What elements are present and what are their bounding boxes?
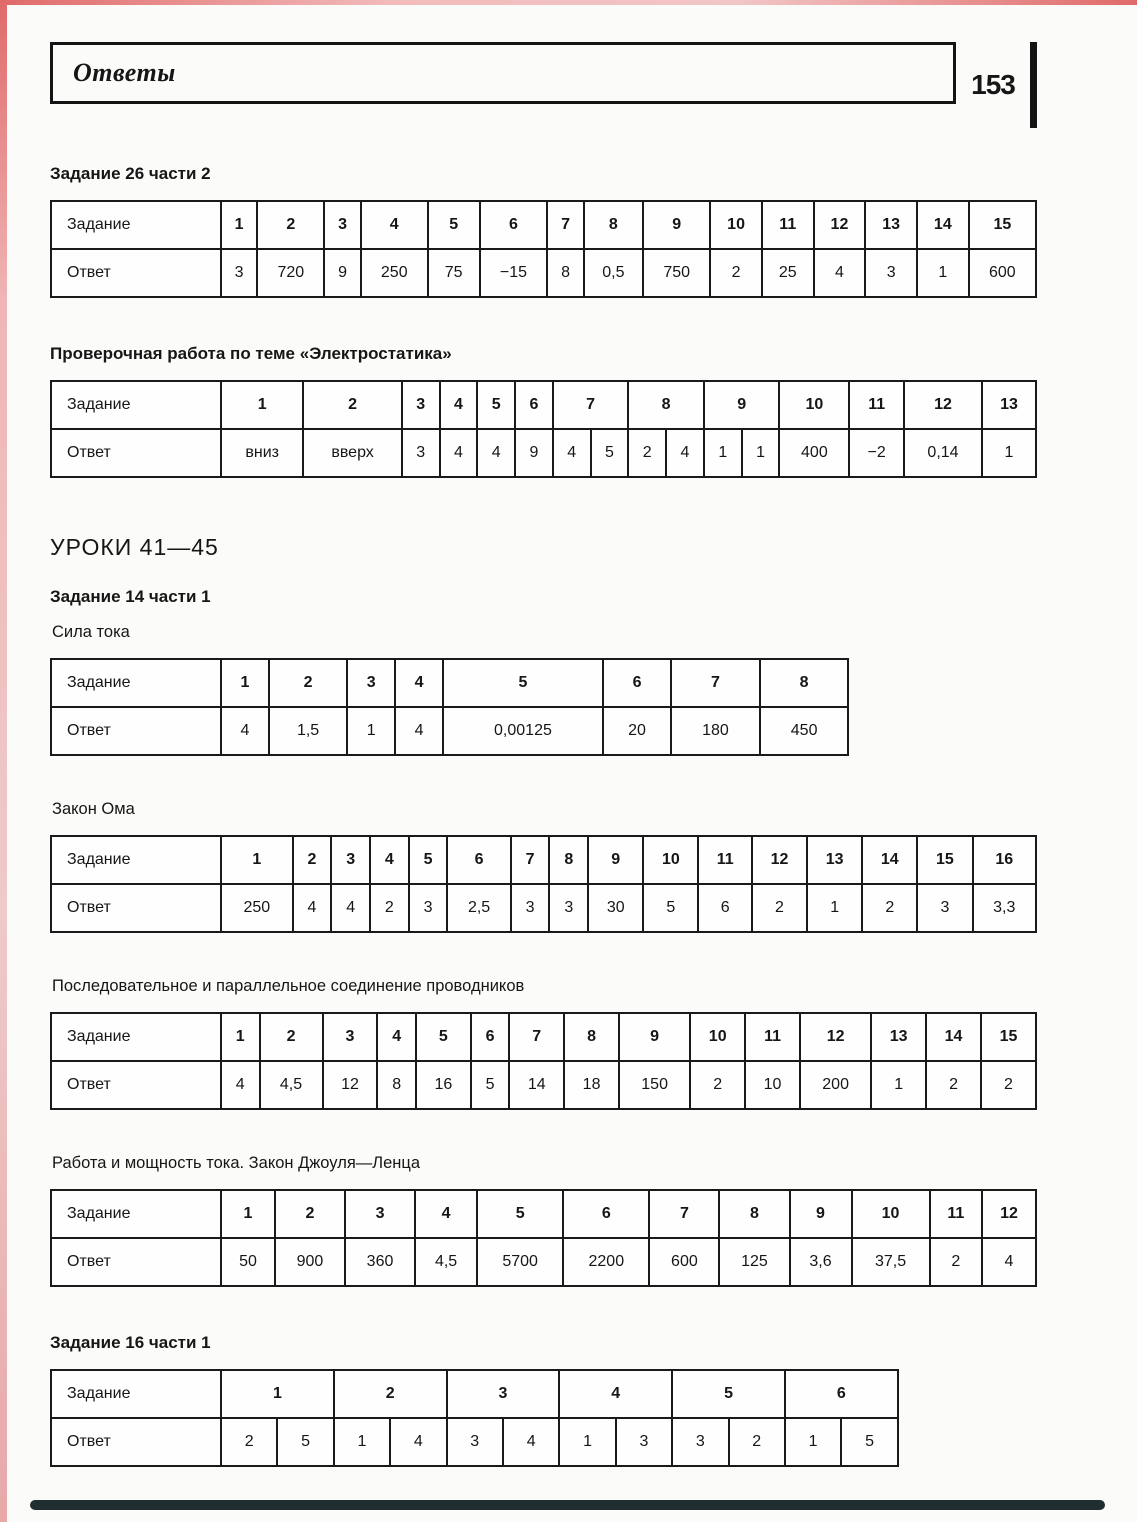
answer-cell: 2 <box>628 429 666 477</box>
answer-cell: 1,5 <box>269 707 347 755</box>
task-number-cell: 5 <box>416 1013 471 1061</box>
answer-cell: 8 <box>377 1061 416 1109</box>
page-header <box>50 42 1037 128</box>
answer-cell: 3 <box>917 884 972 932</box>
answer-cell: 37,5 <box>852 1238 930 1286</box>
answer-label-cell: Ответ <box>51 884 221 932</box>
task-number-cell: 5 <box>477 1190 563 1238</box>
answer-cell: 1 <box>559 1418 615 1466</box>
answer-cell: 900 <box>275 1238 345 1286</box>
task-number-cell: 6 <box>471 1013 510 1061</box>
answer-cell: 4,5 <box>260 1061 323 1109</box>
task-number-cell: 11 <box>930 1190 982 1238</box>
answer-cell: 3 <box>865 249 917 297</box>
answer-table-6 <box>50 1189 1037 1287</box>
answer-cell: 4 <box>814 249 866 297</box>
answer-row <box>51 429 1036 477</box>
task-number-cell: 14 <box>917 201 969 249</box>
task-number-cell: 13 <box>982 381 1036 429</box>
task-number-cell: 10 <box>690 1013 745 1061</box>
answer-label-cell: Ответ <box>51 249 221 297</box>
task-number-cell: 12 <box>800 1013 871 1061</box>
answer-cell: 9 <box>515 429 553 477</box>
task-number-cell: 1 <box>221 201 257 249</box>
task-number-cell: 7 <box>671 659 760 707</box>
task-number-cell: 16 <box>973 836 1037 884</box>
task-number-cell: 7 <box>547 201 583 249</box>
answer-label-cell: Ответ <box>51 707 221 755</box>
answer-cell: 0,14 <box>904 429 982 477</box>
answer-cell: 1 <box>334 1418 390 1466</box>
task-number-cell: 15 <box>981 1013 1036 1061</box>
task-number-cell: 9 <box>619 1013 690 1061</box>
answer-table-5 <box>50 1012 1037 1110</box>
task-number-cell: 9 <box>790 1190 852 1238</box>
task-number-cell: 2 <box>293 836 332 884</box>
task-number-cell: 4 <box>361 201 428 249</box>
answer-label-cell: Ответ <box>51 1418 221 1466</box>
task-number-cell: 10 <box>643 836 698 884</box>
answer-cell: 2 <box>862 884 917 932</box>
answer-cell: 75 <box>428 249 480 297</box>
task-number-row <box>51 659 848 707</box>
answer-cell: 14 <box>509 1061 564 1109</box>
task-label-cell: Задание <box>51 659 221 707</box>
answer-cell: 8 <box>547 249 583 297</box>
answers-header-box <box>50 42 956 104</box>
answer-cell: 1 <box>871 1061 926 1109</box>
heading-bold: Задание 14 части 1 <box>50 587 211 606</box>
answer-cell: 4 <box>395 707 443 755</box>
task-number-cell: 11 <box>849 381 904 429</box>
task-number-cell: 1 <box>221 1190 275 1238</box>
task-number-cell: 9 <box>704 381 780 429</box>
task-number-cell: 3 <box>447 1370 560 1418</box>
answer-cell: 16 <box>416 1061 471 1109</box>
answer-cell: 3 <box>409 884 448 932</box>
answer-cell: 4 <box>553 429 591 477</box>
answer-cell: 2 <box>926 1061 981 1109</box>
answer-row <box>51 707 848 755</box>
answer-cell: 3 <box>447 1418 503 1466</box>
answer-cell: 9 <box>324 249 360 297</box>
answer-cell: 3 <box>549 884 588 932</box>
answer-cell: 360 <box>345 1238 415 1286</box>
answer-cell: 30 <box>588 884 643 932</box>
answer-cell: 1 <box>742 429 780 477</box>
answer-cell: 25 <box>762 249 814 297</box>
task-number-cell: 6 <box>603 659 671 707</box>
task-number-row <box>51 381 1036 429</box>
answer-cell: 3 <box>511 884 550 932</box>
task-number-row <box>51 1013 1036 1061</box>
task-number-cell: 8 <box>719 1190 789 1238</box>
task-number-cell: 7 <box>649 1190 719 1238</box>
task-number-cell: 2 <box>275 1190 345 1238</box>
page-title: Ответы <box>73 58 176 87</box>
task-label-cell: Задание <box>51 1370 221 1418</box>
task-number-cell: 3 <box>347 659 395 707</box>
answer-cell: 4 <box>503 1418 559 1466</box>
answer-cell: −15 <box>480 249 548 297</box>
task-number-cell: 1 <box>221 381 303 429</box>
task-number-cell: 12 <box>814 201 866 249</box>
answer-row <box>51 1238 1036 1286</box>
answer-cell: 1 <box>785 1418 841 1466</box>
task-number-cell: 2 <box>334 1370 447 1418</box>
answer-cell: 6 <box>698 884 752 932</box>
answer-cell: 250 <box>361 249 428 297</box>
task-number-cell: 1 <box>221 1370 334 1418</box>
task-label-cell: Задание <box>51 381 221 429</box>
answer-cell: 1 <box>807 884 862 932</box>
answer-cell: 2 <box>710 249 762 297</box>
answer-cell: 1 <box>704 429 742 477</box>
task-number-cell: 1 <box>221 836 293 884</box>
answer-cell: 750 <box>643 249 710 297</box>
task-number-cell: 15 <box>969 201 1036 249</box>
task-number-cell: 5 <box>409 836 448 884</box>
task-number-cell: 14 <box>926 1013 981 1061</box>
subheading: Закон Ома <box>52 800 135 818</box>
task-number-cell: 5 <box>428 201 480 249</box>
answer-cell: 1 <box>917 249 969 297</box>
answer-cell: 3 <box>616 1418 672 1466</box>
answer-cell: 50 <box>221 1238 275 1286</box>
task-label-cell: Задание <box>51 1190 221 1238</box>
task-number-cell: 13 <box>871 1013 926 1061</box>
task-number-cell: 10 <box>852 1190 930 1238</box>
task-number-cell: 1 <box>221 659 269 707</box>
answers-content <box>50 164 1037 1467</box>
task-number-cell: 8 <box>760 659 849 707</box>
answer-cell: 5700 <box>477 1238 563 1286</box>
answer-cell: 2 <box>221 1418 277 1466</box>
page-number-tab <box>956 42 1037 128</box>
answer-table-3 <box>50 658 849 756</box>
task-number-cell: 13 <box>865 201 917 249</box>
heading-bold: Проверочная работа по теме «Электростатика» <box>50 344 452 363</box>
task-number-cell: 5 <box>672 1370 785 1418</box>
heading-large: УРОКИ 41—45 <box>50 534 219 560</box>
answer-cell: 1 <box>982 429 1036 477</box>
answer-cell: 2 <box>930 1238 982 1286</box>
answer-cell: 2 <box>752 884 807 932</box>
answer-cell: 0,00125 <box>443 707 603 755</box>
answer-cell: 5 <box>277 1418 333 1466</box>
task-number-cell: 6 <box>480 201 548 249</box>
answer-label-cell: Ответ <box>51 1238 221 1286</box>
answer-cell: 3 <box>672 1418 728 1466</box>
answer-cell: 720 <box>257 249 324 297</box>
answer-cell: 0,5 <box>584 249 643 297</box>
task-number-cell: 11 <box>762 201 814 249</box>
answer-cell: 2 <box>690 1061 745 1109</box>
answer-cell: 4 <box>221 1061 260 1109</box>
task-number-cell: 1 <box>221 1013 260 1061</box>
task-number-cell: 5 <box>443 659 603 707</box>
task-number-cell: 3 <box>323 1013 378 1061</box>
task-number-cell: 2 <box>269 659 347 707</box>
heading-bold: Задание 26 части 2 <box>50 164 211 183</box>
answer-cell: 4 <box>221 707 269 755</box>
scan-artifact-bottom-bar <box>30 1500 1105 1510</box>
task-number-row <box>51 1370 898 1418</box>
answer-row <box>51 249 1036 297</box>
answer-cell: 4 <box>477 429 515 477</box>
heading-bold: Задание 16 части 1 <box>50 1333 211 1352</box>
answer-cell: 12 <box>323 1061 378 1109</box>
task-number-cell: 6 <box>447 836 510 884</box>
task-number-cell: 7 <box>553 381 629 429</box>
answer-table-4 <box>50 835 1037 933</box>
task-number-cell: 4 <box>370 836 409 884</box>
task-number-cell: 3 <box>345 1190 415 1238</box>
task-label-cell: Задание <box>51 836 221 884</box>
answer-table-7 <box>50 1369 899 1467</box>
answer-cell: 150 <box>619 1061 690 1109</box>
task-number-cell: 9 <box>643 201 710 249</box>
answer-cell: 4 <box>982 1238 1036 1286</box>
answer-label-cell: Ответ <box>51 1061 221 1109</box>
task-number-cell: 6 <box>515 381 553 429</box>
page-number: 153 <box>971 69 1015 100</box>
task-number-cell: 3 <box>331 836 370 884</box>
answer-cell: 4,5 <box>415 1238 477 1286</box>
task-number-row <box>51 836 1036 884</box>
answer-cell: 5 <box>591 429 629 477</box>
task-number-cell: 7 <box>509 1013 564 1061</box>
task-number-cell: 3 <box>402 381 440 429</box>
answer-cell: 125 <box>719 1238 789 1286</box>
task-number-cell: 9 <box>588 836 643 884</box>
answer-cell: 18 <box>564 1061 619 1109</box>
answer-cell: 5 <box>841 1418 898 1466</box>
task-number-cell: 12 <box>752 836 807 884</box>
task-label-cell: Задание <box>51 1013 221 1061</box>
answer-cell: 250 <box>221 884 293 932</box>
answer-row <box>51 1418 898 1466</box>
answer-cell: 200 <box>800 1061 871 1109</box>
answer-cell: 5 <box>471 1061 510 1109</box>
task-number-cell: 13 <box>807 836 862 884</box>
task-number-cell: 6 <box>785 1370 898 1418</box>
answer-cell: 4 <box>440 429 478 477</box>
task-number-cell: 11 <box>698 836 752 884</box>
task-number-cell: 12 <box>982 1190 1036 1238</box>
answer-cell: 600 <box>969 249 1036 297</box>
answer-label-cell: Ответ <box>51 429 221 477</box>
task-number-cell: 4 <box>415 1190 477 1238</box>
task-number-cell: 8 <box>628 381 704 429</box>
subheading: Последовательное и параллельное соединение проводников <box>52 977 525 995</box>
answer-cell: 400 <box>779 429 849 477</box>
answer-cell: 2 <box>370 884 409 932</box>
task-number-cell: 15 <box>917 836 972 884</box>
task-number-cell: 2 <box>303 381 401 429</box>
task-number-cell: 4 <box>395 659 443 707</box>
answer-row <box>51 1061 1036 1109</box>
task-number-row <box>51 1190 1036 1238</box>
answer-cell: 600 <box>649 1238 719 1286</box>
task-number-cell: 10 <box>779 381 849 429</box>
answer-table-2 <box>50 380 1037 478</box>
answer-cell: вверх <box>303 429 401 477</box>
task-number-cell: 8 <box>584 201 643 249</box>
task-number-cell: 2 <box>257 201 324 249</box>
answer-cell: 5 <box>643 884 698 932</box>
answer-cell: 1 <box>347 707 395 755</box>
task-number-cell: 12 <box>904 381 982 429</box>
task-label-cell: Задание <box>51 201 221 249</box>
task-number-row <box>51 201 1036 249</box>
task-number-cell: 4 <box>440 381 478 429</box>
answer-cell: −2 <box>849 429 904 477</box>
task-number-cell: 8 <box>549 836 588 884</box>
task-number-cell: 6 <box>563 1190 649 1238</box>
answer-cell: 4 <box>331 884 370 932</box>
task-number-cell: 14 <box>862 836 917 884</box>
answer-cell: 2 <box>981 1061 1036 1109</box>
answer-cell: 3,3 <box>973 884 1037 932</box>
answer-cell: 450 <box>760 707 849 755</box>
answer-cell: 180 <box>671 707 760 755</box>
answer-cell: 10 <box>745 1061 800 1109</box>
answer-cell: 4 <box>666 429 704 477</box>
answer-cell: вниз <box>221 429 303 477</box>
answer-cell: 3 <box>402 429 440 477</box>
answer-row <box>51 884 1036 932</box>
subheading: Работа и мощность тока. Закон Джоуля—Ленца <box>52 1154 420 1172</box>
answer-table-1 <box>50 200 1037 298</box>
task-number-cell: 3 <box>324 201 360 249</box>
task-number-cell: 2 <box>260 1013 323 1061</box>
answer-cell: 20 <box>603 707 671 755</box>
answer-cell: 4 <box>390 1418 446 1466</box>
answer-cell: 3 <box>221 249 257 297</box>
subheading: Сила тока <box>52 623 130 641</box>
answer-cell: 2,5 <box>447 884 510 932</box>
task-number-cell: 4 <box>559 1370 672 1418</box>
task-number-cell: 10 <box>710 201 762 249</box>
task-number-cell: 8 <box>564 1013 619 1061</box>
task-number-cell: 4 <box>377 1013 416 1061</box>
answer-cell: 4 <box>293 884 332 932</box>
task-number-cell: 7 <box>511 836 550 884</box>
task-number-cell: 5 <box>477 381 515 429</box>
answer-cell: 2 <box>729 1418 785 1466</box>
task-number-cell: 11 <box>745 1013 800 1061</box>
answer-cell: 2200 <box>563 1238 649 1286</box>
answer-cell: 3,6 <box>790 1238 852 1286</box>
